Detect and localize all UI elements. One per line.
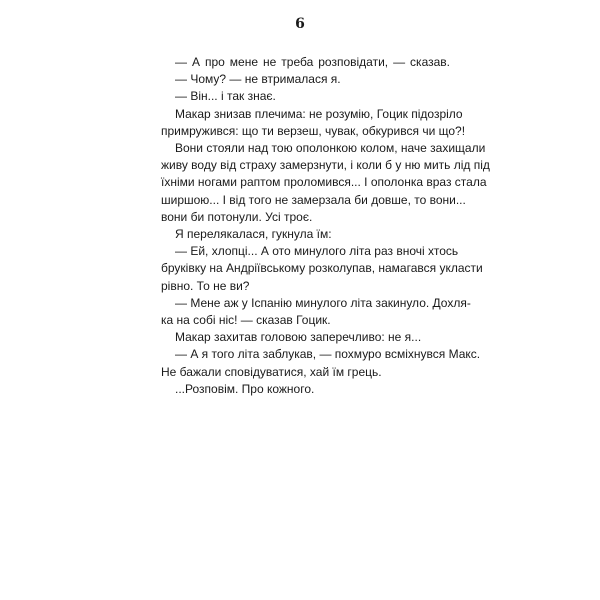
text-line: — А про мене не треба розповідати, — сказав. bbox=[175, 55, 450, 69]
text-line: Вони стояли над тою ополонкою колом, наче захищали bbox=[175, 141, 486, 156]
text-line: ка на собі ніс! — сказав Гоцик. bbox=[161, 313, 331, 328]
text-line: — Мене аж у Іспанію минулого літа закинуло. Дохля- bbox=[175, 295, 471, 310]
text-line: ширшою... І від того не замерзала би довше, то вони... bbox=[161, 192, 466, 207]
text-line: Макар захитав головою заперечливо: не я... bbox=[175, 330, 422, 345]
text-line: вони би потонули. Усі троє. bbox=[161, 209, 313, 224]
text-line: примружився: що ти верзеш, чувак, обкурився чи що?! bbox=[161, 123, 466, 138]
text-line: — Він... і так знає. bbox=[175, 89, 276, 104]
page-number: 6 bbox=[295, 16, 305, 32]
text-line: живу воду від страху замерзнути, і коли б у ню мить лід під bbox=[161, 158, 490, 173]
text-line: — А я того літа заблукав, — похмуро всміхнувся Макс. bbox=[175, 347, 481, 362]
text-line: Не бажали сповідуватися, хай їм грець. bbox=[161, 364, 382, 379]
text-line: ...Розповім. Про кожного. bbox=[175, 381, 315, 396]
text-line: їхніми ногами раптом проломився... І ополонка враз стала bbox=[161, 175, 487, 190]
text-line: Я перелякалася, гукнула їм: bbox=[175, 227, 332, 242]
text-line: Макар знизав плечима: не розумію, Гоцик підозріло bbox=[175, 106, 463, 121]
text-line: рівно. То не ви? bbox=[161, 278, 250, 293]
text-line: — Чому? — не втрималася я. bbox=[175, 72, 341, 87]
body-text bbox=[161, 54, 490, 398]
text-line: — Ей, хлопці... А ото минулого літа раз вночі хтось bbox=[175, 244, 459, 259]
text-line: бруківку на Андріївському розколупав, намагався укласти bbox=[161, 261, 483, 276]
